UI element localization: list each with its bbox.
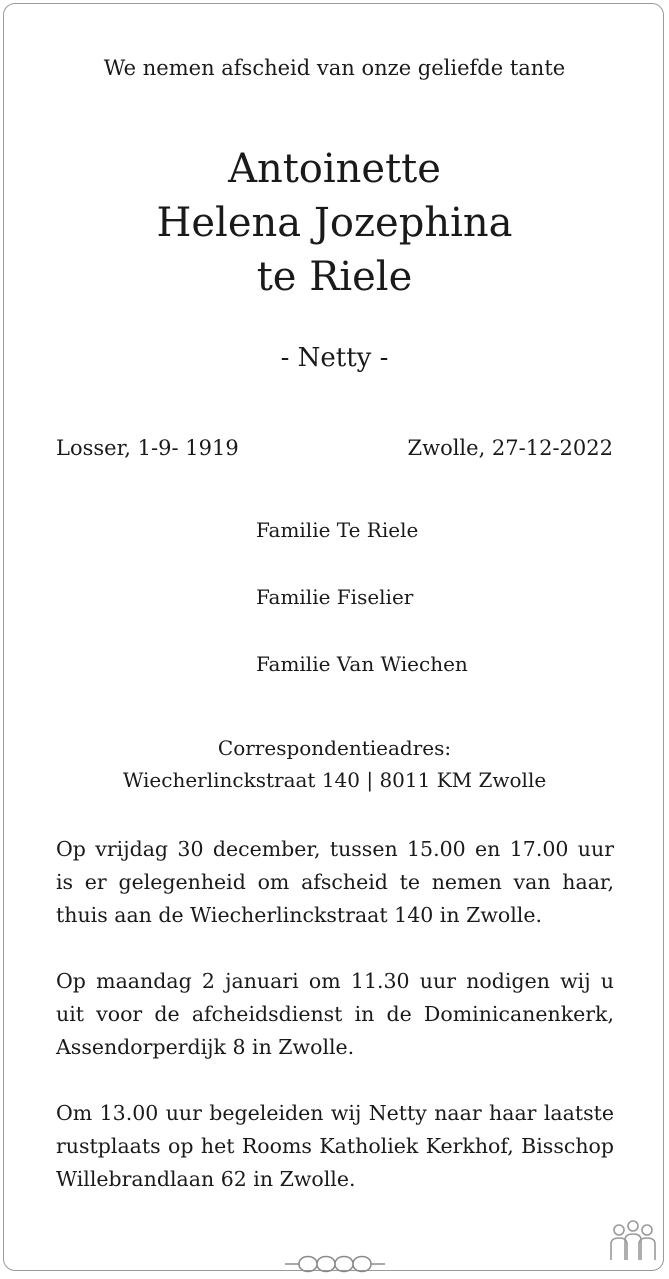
- name-line-1: Antoinette: [228, 146, 441, 192]
- family-line: Familie Te Riele: [256, 518, 419, 542]
- family-line: Familie Van Wiechen: [256, 652, 468, 676]
- birth-info: Losser, 1-9- 1919: [56, 436, 239, 460]
- paragraph-viewing: Op vrijdag 30 december, tussen 15.00 en 17.00 uur is er gelegenheid om afscheid te nemen van haar, thuis aan de Wiecherlinckstraat 140 in Zwolle.: [56, 837, 614, 927]
- correspondence-label: Correspondentieadres:: [217, 736, 452, 760]
- intro-text: We nemen afscheid van onze geliefde tante: [103, 56, 566, 80]
- family-line: Familie Fiselier: [256, 585, 414, 609]
- people-logo-icon: [607, 1218, 659, 1264]
- name-line-3: te Riele: [256, 254, 413, 300]
- nickname: - Netty -: [280, 343, 389, 373]
- name-line-2: Helena Jozephina: [156, 200, 513, 246]
- ornament-infinity-icon: [285, 1249, 385, 1279]
- correspondence-address: Wiecherlinckstraat 140 | 8011 KM Zwolle: [122, 768, 547, 792]
- death-info: Zwolle, 27-12-2022: [407, 436, 613, 460]
- paragraph-service: Op maandag 2 januari om 11.30 uur nodigen wij u uit voor de afcheidsdienst in de Dominicanenkerk, Assendorperdijk 8 in Zwolle.: [56, 969, 614, 1059]
- paragraph-burial: Om 13.00 uur begeleiden wij Netty naar haar laatste rustplaats op het Rooms Katholiek Kerkhof, Bisschop Willebrandlaan 62 in Zwolle.: [56, 1101, 614, 1191]
